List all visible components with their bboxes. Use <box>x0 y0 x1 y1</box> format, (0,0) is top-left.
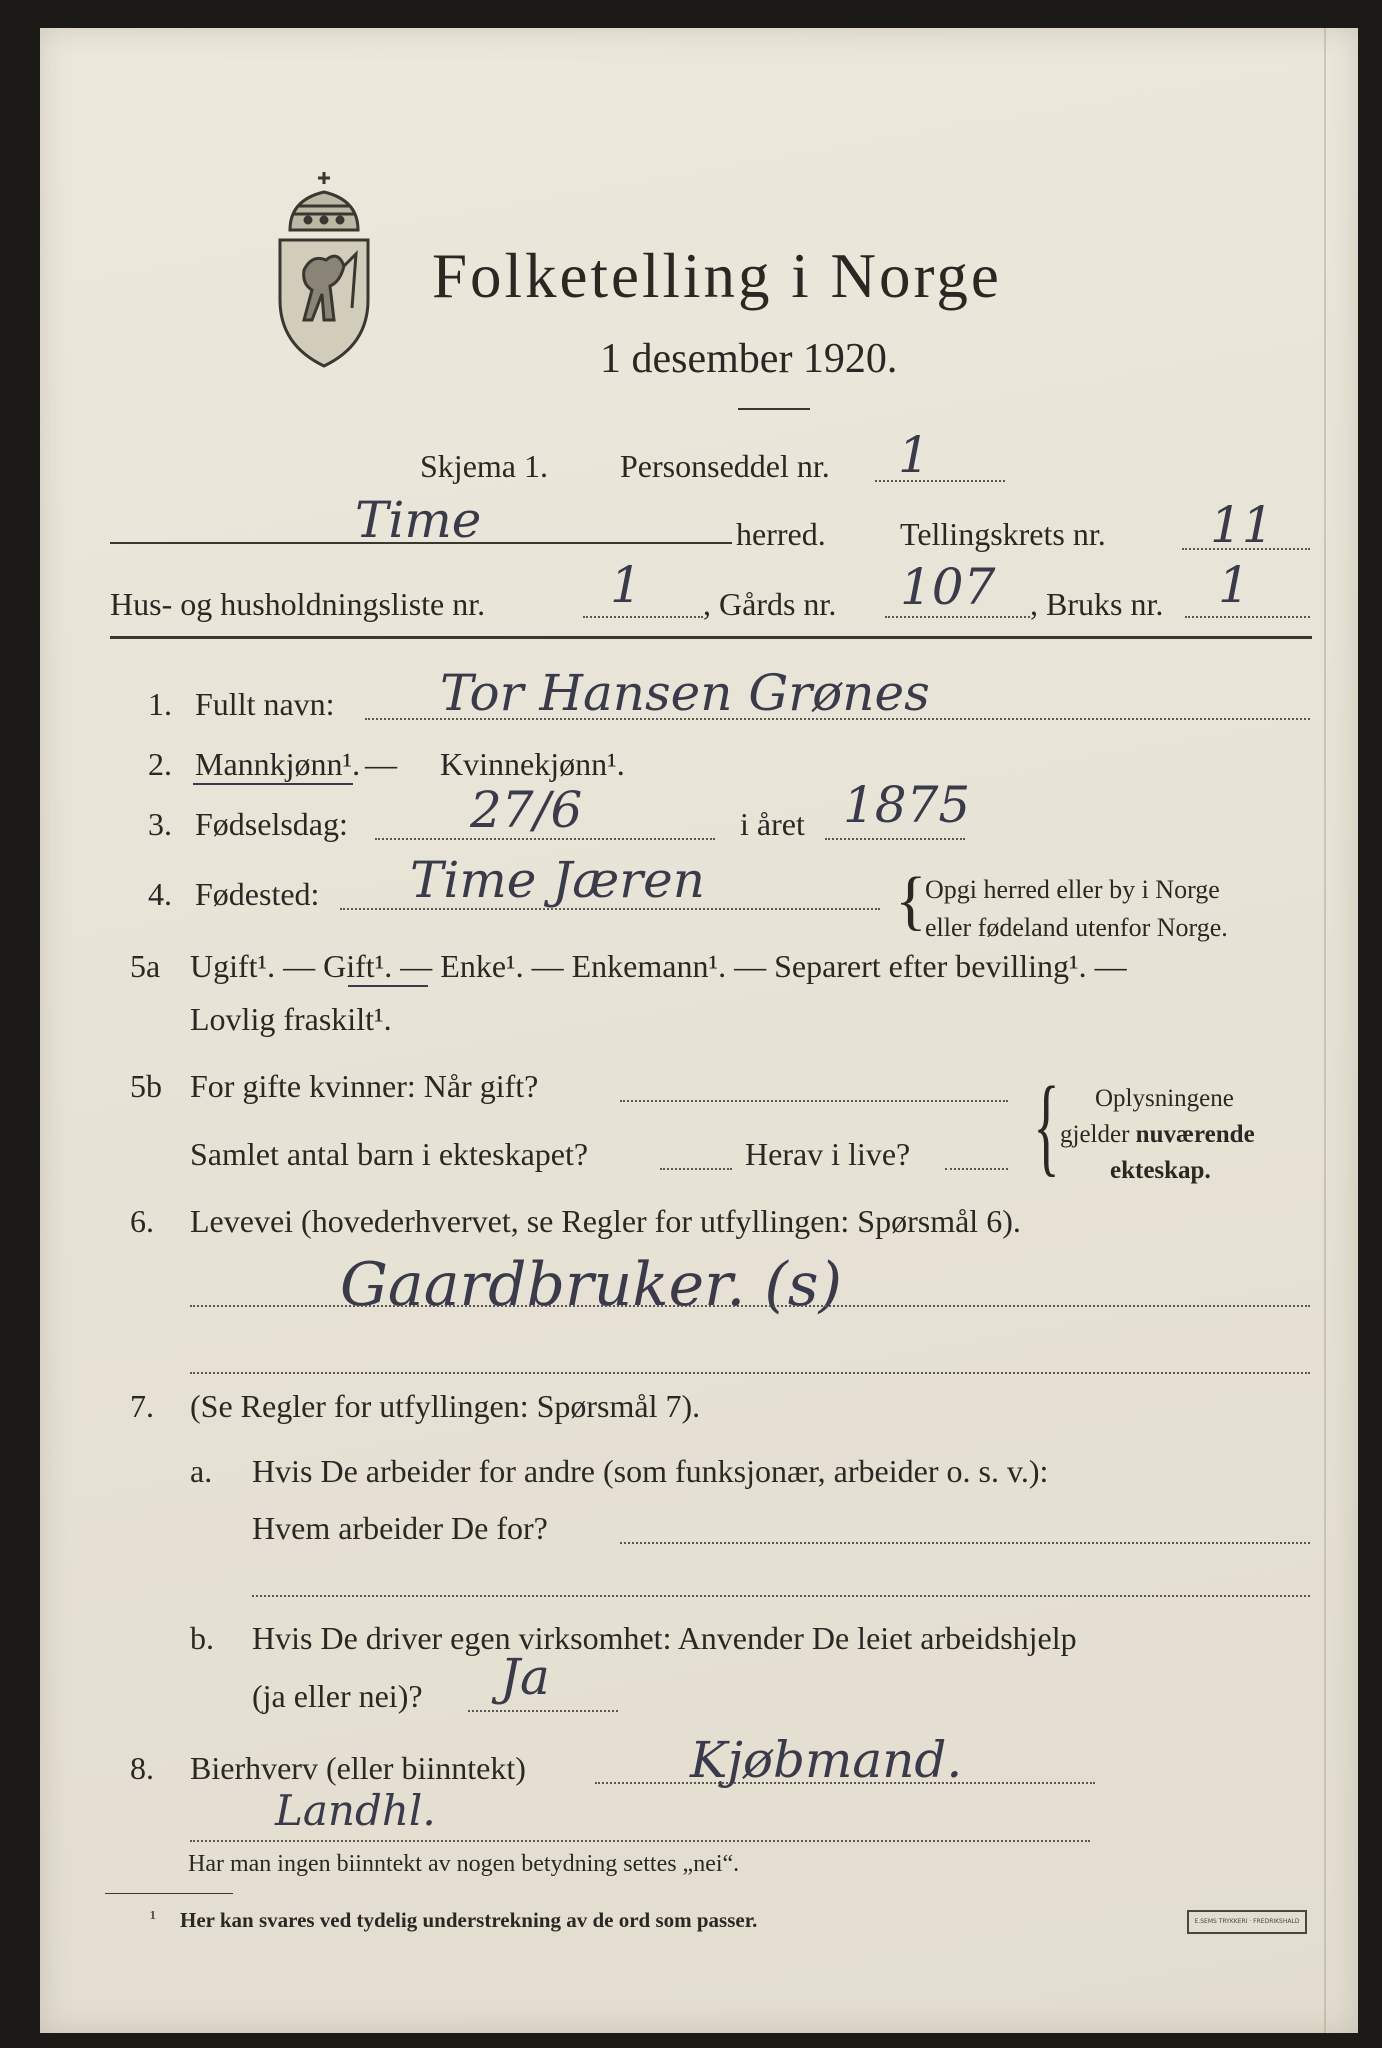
marital-fraskilt-option[interactable]: Lovlig fraskilt¹. <box>190 1001 392 1037</box>
gender-male-label: Mannkjønn¹. <box>195 746 361 782</box>
herred-value: Time <box>355 491 482 549</box>
footnote-mark: ¹ <box>150 1907 156 1929</box>
fold-line <box>1324 28 1326 2033</box>
gender-male-underline <box>193 783 353 785</box>
marital-other-options[interactable]: — Enke¹. — Enkemann¹. — Separert efter bevilling¹. — <box>392 948 1127 984</box>
birth-year-value: 1875 <box>843 776 971 834</box>
q4-note-line1: Opgi herred eller by i Norge <box>925 875 1220 904</box>
tellingskrets-label: Tellingskrets nr. <box>900 516 1106 552</box>
husliste-value: 1 <box>610 556 642 614</box>
q4-note-line2: eller fødeland utenfor Norge. <box>925 913 1228 942</box>
title-divider <box>738 408 810 410</box>
side-income-field-line2[interactable] <box>190 1840 1090 1842</box>
full-name-value: Tor Hansen Grønes <box>440 664 930 722</box>
q7a-line2: Hvem arbeider De for? <box>252 1510 548 1546</box>
q2-number: 2. <box>148 746 172 782</box>
gender-female-option[interactable] <box>440 748 625 780</box>
schema-label: Skjema 1. <box>420 448 548 484</box>
personseddel-field[interactable] <box>875 480 1005 482</box>
coat-of-arms-icon <box>268 170 380 370</box>
bruks-field[interactable] <box>1185 616 1310 618</box>
marital-dash: — <box>275 948 324 984</box>
side-income-value2: Landhl. <box>275 1786 436 1835</box>
q5b-note-line3: ekteskap. <box>1110 1157 1211 1184</box>
marital-gift-option[interactable]: Gift¹. <box>323 948 393 984</box>
q7b-line2: (ja eller nei)? <box>252 1678 423 1714</box>
employer-field-extra[interactable] <box>252 1595 1310 1597</box>
q4-number: 4. <box>148 876 172 912</box>
q1-label: Fullt navn: <box>195 686 335 722</box>
q5b-note-gjelder: gjelder <box>1060 1121 1136 1148</box>
gender-female-label: Kvinnekjønn¹. <box>440 746 625 782</box>
hired-help-value: Ja <box>500 1648 550 1706</box>
q7b-letter: b. <box>190 1620 214 1656</box>
q7-number: 7. <box>130 1388 154 1424</box>
footer-note: Har man ingen biinntekt av nogen betydning settes „nei“. <box>188 1851 740 1877</box>
q3-number: 3. <box>148 806 172 842</box>
q7a-line1: Hvis De arbeider for andre (som funksjonær, arbeider o. s. v.): <box>252 1453 1049 1489</box>
q5b-note-line1: Oplysningene <box>1095 1085 1234 1112</box>
printer-stamp <box>1187 1910 1307 1934</box>
occupation-value: Gaardbruker. (s) <box>340 1250 843 1320</box>
q5b-note-brace: { <box>1033 1064 1060 1186</box>
q1-number: 1. <box>148 686 172 722</box>
form-title: Folketelling i Norge <box>432 241 1002 311</box>
marital-status-row <box>190 950 1127 982</box>
husliste-label: Hus- og husholdningsliste nr. <box>110 586 486 622</box>
q5b-line1: For gifte kvinner: Når gift? <box>190 1068 539 1104</box>
header-divider <box>110 636 1312 639</box>
personseddel-label: Personseddel nr. <box>620 448 830 484</box>
footnote-divider <box>105 1893 233 1894</box>
printer-stamp-text: E.SEMS TRYKKERI · FREDRIKSHALD <box>1194 1918 1300 1925</box>
q3-year-label: i året <box>740 806 805 842</box>
hired-help-field[interactable] <box>468 1710 618 1712</box>
marital-gift-underline <box>348 985 428 987</box>
marriage-date-field[interactable] <box>620 1100 1008 1102</box>
gards-value: 107 <box>900 558 996 616</box>
birthplace-value: Time Jæren <box>410 851 705 909</box>
q7-label: (Se Regler for utfyllingen: Spørsmål 7). <box>190 1388 701 1424</box>
employer-field[interactable] <box>620 1542 1310 1544</box>
birth-year-field[interactable] <box>825 838 965 840</box>
gender-separator: — <box>365 746 397 782</box>
footnote-text: Her kan svares ved tydelig understrekning av de ord som passer. <box>180 1908 758 1932</box>
q5b-alive-label: Herav i live? <box>745 1136 911 1172</box>
q3-label: Fødselsdag: <box>195 806 348 842</box>
tellingskrets-value: 11 <box>1210 496 1274 554</box>
children-total-field[interactable] <box>660 1168 732 1170</box>
gards-label: , Gårds nr. <box>703 586 837 622</box>
herred-label: herred. <box>736 516 826 552</box>
census-date: 1 desember 1920. <box>600 336 898 382</box>
gards-field[interactable] <box>885 616 1030 618</box>
q5b-note-line2 <box>1060 1122 1255 1147</box>
occupation-field-line2[interactable] <box>190 1372 1310 1374</box>
q4-note-brace: { <box>895 864 927 937</box>
bruks-label: , Bruks nr. <box>1030 586 1164 622</box>
bruks-value: 1 <box>1218 556 1250 614</box>
q7a-letter: a. <box>190 1453 213 1489</box>
side-income-value: Kjøbmand. <box>690 1731 963 1789</box>
q5a-number: 5a <box>130 948 161 984</box>
marital-ugift-option[interactable]: Ugift¹. <box>190 948 276 984</box>
q6-label: Levevei (hovederhvervet, se Regler for utfyllingen: Spørsmål 6). <box>190 1203 1021 1239</box>
children-alive-field[interactable] <box>945 1168 1008 1170</box>
birthday-value: 27/6 <box>470 781 583 839</box>
q8-label: Bierhverv (eller biinntekt) <box>190 1750 526 1786</box>
q6-number: 6. <box>130 1203 154 1239</box>
q8-number: 8. <box>130 1750 154 1786</box>
q5b-children-label: Samlet antal barn i ekteskapet? <box>190 1136 589 1172</box>
gender-male-option[interactable] <box>195 748 360 780</box>
q5b-number: 5b <box>130 1068 162 1104</box>
personseddel-value: 1 <box>898 426 930 484</box>
occupation-field-line1[interactable] <box>190 1305 1310 1307</box>
husliste-field[interactable] <box>583 616 703 618</box>
q4-label: Fødested: <box>195 876 320 912</box>
q5b-note-nuvaerende: nuværende <box>1135 1121 1255 1148</box>
q7b-line1: Hvis De driver egen virksomhet: Anvender De leiet arbeidshjelp <box>252 1620 1077 1656</box>
